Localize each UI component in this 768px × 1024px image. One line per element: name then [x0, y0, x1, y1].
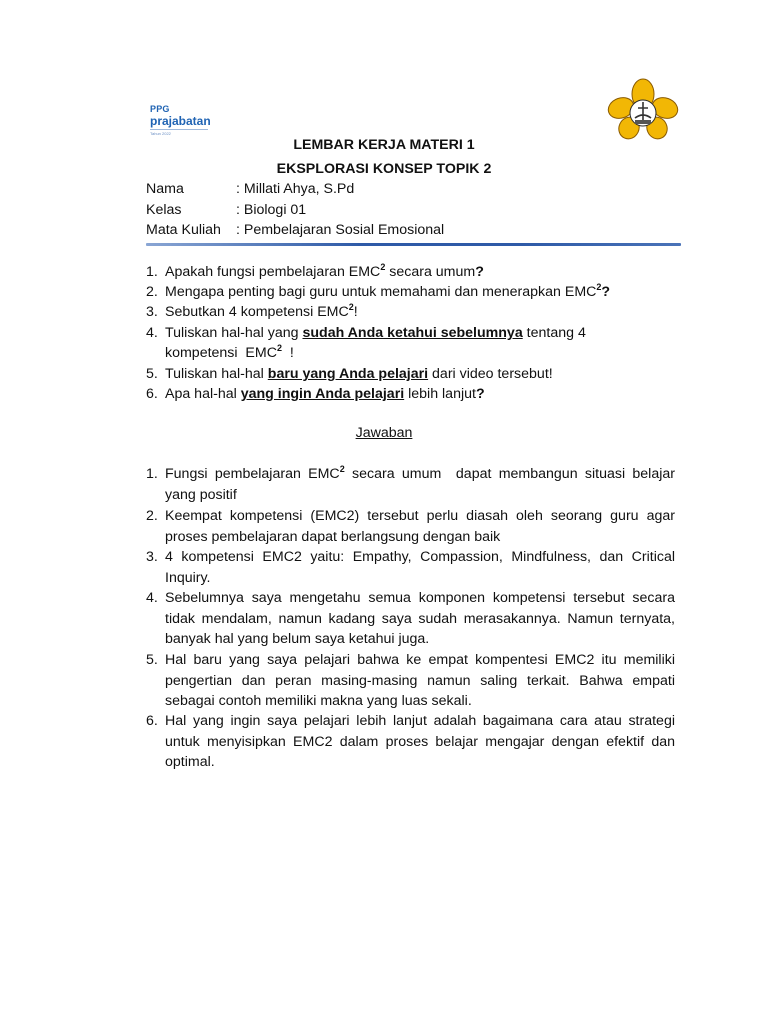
question-number: 6. [146, 386, 158, 402]
answer-number: 3. [146, 549, 158, 565]
logo-line-3: Tahun 2022 [150, 131, 171, 136]
answer-number: 1. [146, 466, 158, 482]
info-value: : Pembelajaran Sosial Emosional [236, 222, 445, 238]
answer-number: 2. [146, 508, 158, 524]
answers-heading [0, 425, 768, 441]
logo-line-2: prajabatan [150, 114, 211, 128]
question-text: Apakah fungsi pembelajaran EMC$^2$ secara umum? [165, 262, 484, 280]
question-number: 5. [146, 366, 158, 382]
question-text: Tuliskan hal-hal yang sudah Anda ketahui sebelumnya tentang 4 kompetensi EMC$^2$ ! [165, 325, 586, 361]
worksheet-title: LEMBAR KERJA MATERI 1 [293, 137, 475, 153]
university-emblem-icon [607, 78, 679, 142]
question-number: 3. [146, 304, 158, 320]
info-label: Nama [146, 181, 184, 197]
header-divider [146, 243, 681, 246]
info-label: Mata Kuliah [146, 222, 221, 238]
info-label: Kelas [146, 202, 182, 218]
answer-number: 4. [146, 590, 158, 606]
logo-line-1: PPG [150, 104, 170, 114]
info-value: : Biologi 01 [236, 202, 307, 218]
answer-text: Sebelumnya saya mengetahu semua komponen kompetensi tersebut secara tidak mendalam, namun kadang saya sudah merasakannya. Namun ternyata, banyak hal yang belum saya ketahui juga. [165, 590, 675, 648]
answers-heading-text: Jawaban [355, 425, 413, 441]
question-text: Mengapa penting bagi guru untuk memahami dan menerapkan EMC$^2$? [165, 282, 611, 300]
info-value: : Millati Ahya, S.Pd [236, 181, 355, 197]
question-text: Sebutkan 4 kompetensi EMC$^2$! [165, 302, 358, 320]
logo-divider [150, 129, 208, 130]
answer-number: 5. [146, 652, 158, 668]
answer-number: 6. [146, 713, 158, 729]
answer-text: Hal yang ingin saya pelajari lebih lanjut adalah bagaimana cara atau strategi untuk menyisipkan EMC2 dalam proses belajar mengajar dengan efektif dan optimal. [165, 713, 675, 771]
answer-text: Keempat kompetensi (EMC2) tersebut perlu diasah oleh seorang guru agar proses pembelajaran dapat berlangsung dengan baik [165, 508, 675, 545]
worksheet-subtitle: EKSPLORASI KONSEP TOPIK 2 [276, 161, 492, 177]
answer-text: 4 kompetensi EMC2 yaitu: Empathy, Compassion, Mindfulness, dan Critical Inquiry. [165, 549, 675, 586]
question-number: 4. [146, 325, 158, 341]
question-number: 2. [146, 284, 158, 300]
answer-text: Hal baru yang saya pelajari bahwa ke empat kompentesi EMC2 itu memiliki pengertian dan peran masing-masing namun saling terkait. Bahwa empati sebagai contoh memiliki makna yang luas sekali. [165, 652, 675, 710]
answer-text: Fungsi pembelajaran EMC$^2$ secara umum dapat membangun situasi belajar yang positif [165, 464, 675, 503]
question-text: Apa hal-hal yang ingin Anda pelajari lebih lanjut? [165, 386, 485, 402]
question-number: 1. [146, 264, 158, 280]
question-text: Tuliskan hal-hal baru yang Anda pelajari dari video tersebut! [165, 366, 553, 382]
